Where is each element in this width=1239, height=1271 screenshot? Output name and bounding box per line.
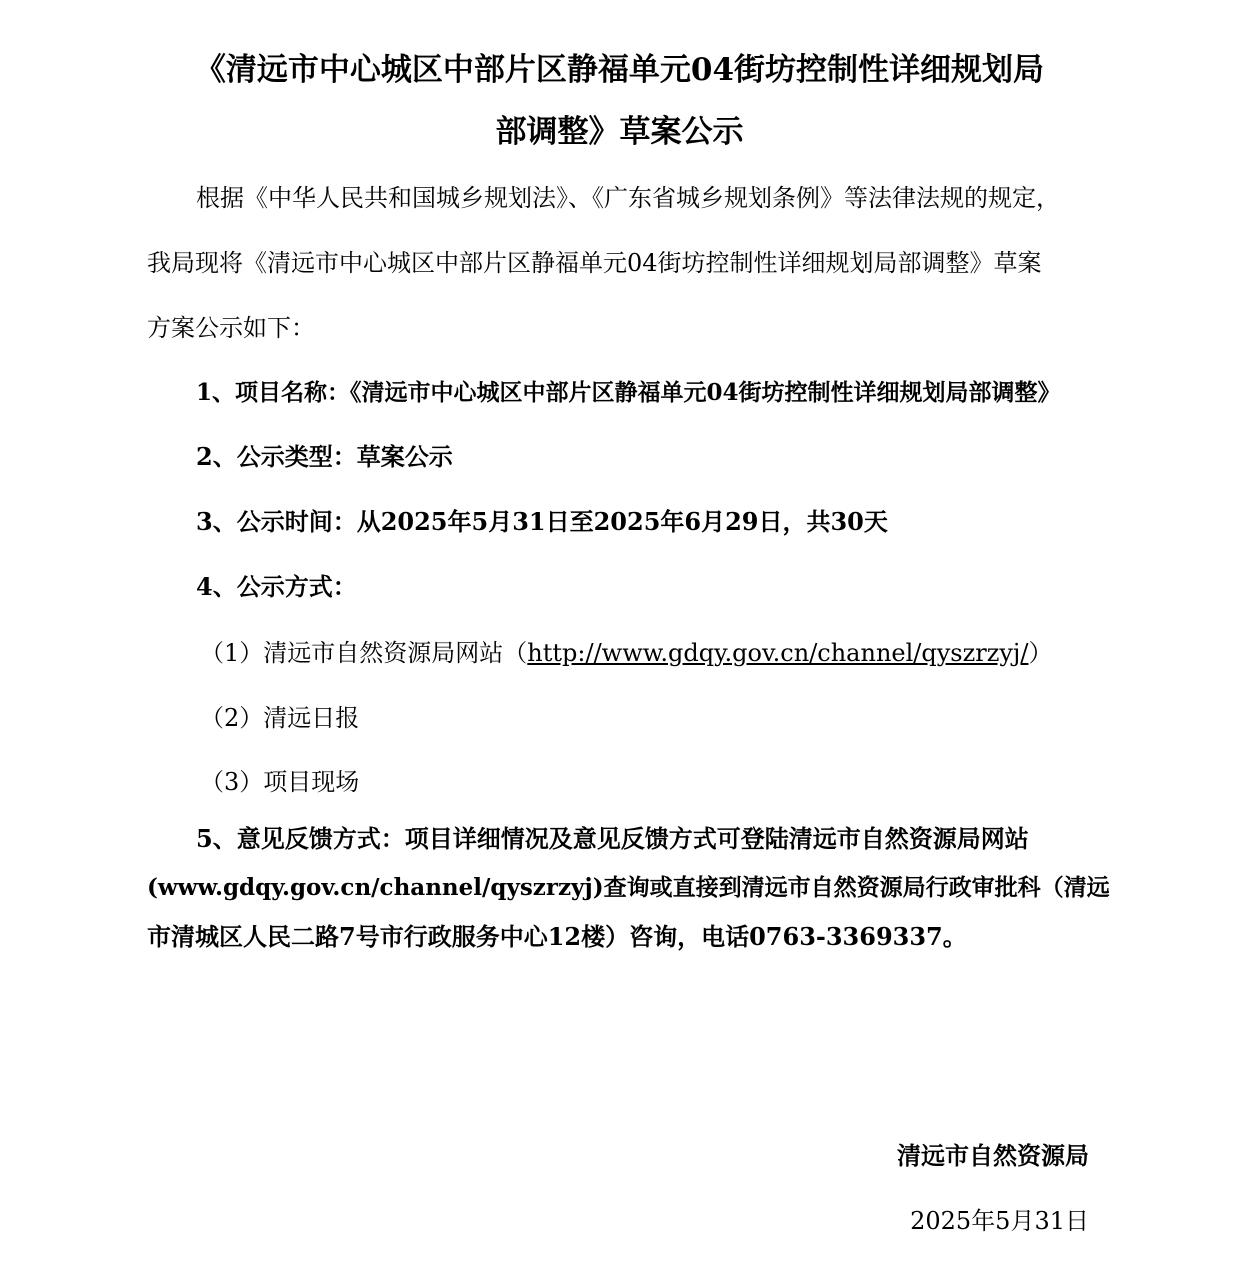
intro-line-1: 根据《中华人民共和国城乡规划法》、《广东省城乡规划条例》等法律法规的规定， <box>196 184 1060 212</box>
intro-line-3: 方案公示如下： <box>147 314 315 342</box>
signature-date: 2025年5月31日 <box>910 1207 1089 1235</box>
signature-organization: 清远市自然资源局 <box>897 1141 1089 1170</box>
method-onsite: （3）项目现场 <box>200 768 360 796</box>
feedback-line-3: 市清城区人民二路7号市行政服务中心12楼）咨询，电话0763-3369337。 <box>147 922 967 951</box>
method-newspaper: （2）清远日报 <box>200 704 360 732</box>
document-title-line-2: 部调整》草案公示 <box>495 114 744 150</box>
method-website-close: ） <box>1028 639 1053 667</box>
item-project-name: 1、项目名称：《清远市中心城区中部片区静福单元04街坊控制性详细规划局部调整》 <box>196 379 1061 406</box>
method-website <box>200 637 1052 669</box>
feedback-line-1: 5、意见反馈方式：项目详细情况及意见反馈方式可登陆清远市自然资源局网站 <box>196 824 1029 853</box>
method-website-label: （1）清远市自然资源局网站（ <box>200 639 528 667</box>
item-publicity-type: 2、公示类型：草案公示 <box>196 442 453 471</box>
item-publicity-period: 3、公示时间：从2025年5月31日至2025年6月29日，共30天 <box>196 507 888 536</box>
website-link[interactable]: http://www.gdqy.gov.cn/channel/qyszrzyj/ <box>527 639 1029 667</box>
item-publicity-method: 4、公示方式： <box>196 572 357 601</box>
intro-line-2: 我局现将《清远市中心城区中部片区静福单元04街坊控制性详细规划局部调整》草案 <box>147 249 1042 277</box>
feedback-line-2: (www.gdqy.gov.cn/channel/qyszrzyj)查询或直接到清远市自然资源局行政审批科（清远 <box>147 874 1110 901</box>
document-title-line-1: 《清远市中心城区中部片区静福单元04街坊控制性详细规划局 <box>194 52 1045 88</box>
